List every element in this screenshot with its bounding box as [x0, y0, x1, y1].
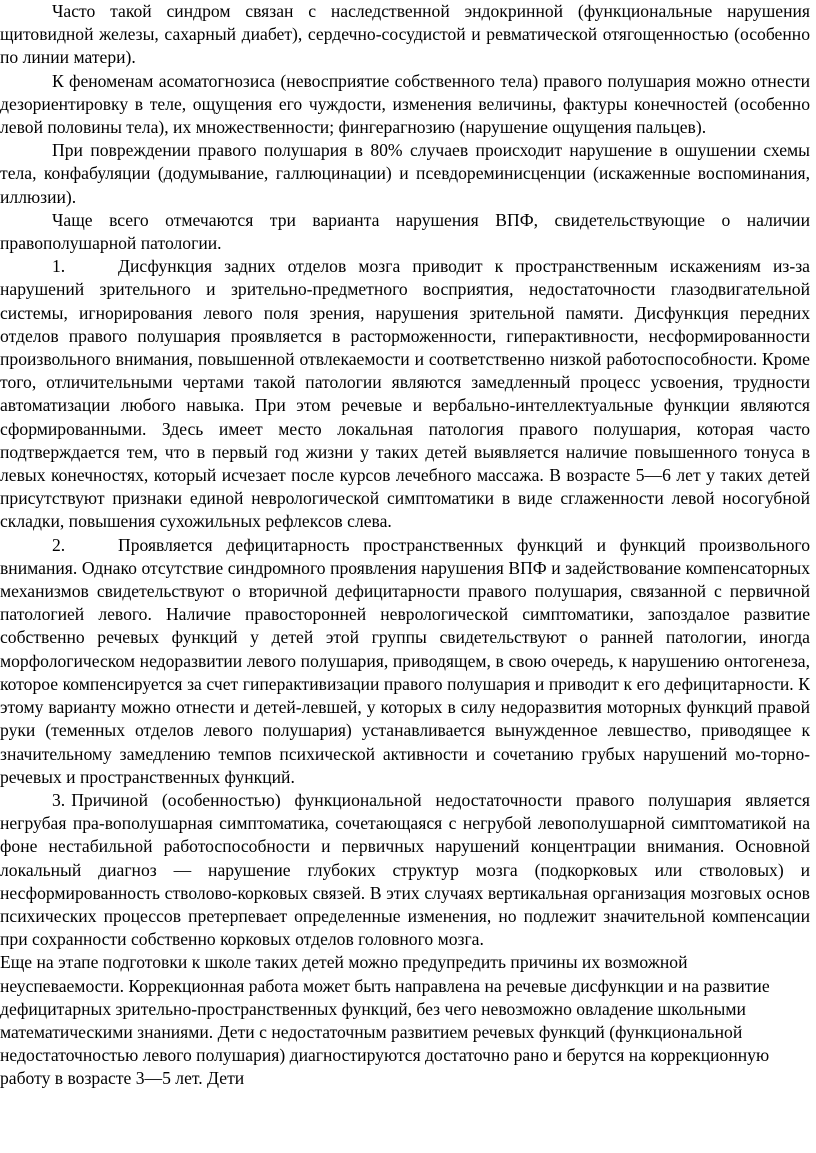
list-item-1	[0, 255, 810, 533]
list-number: 3.	[52, 789, 66, 810]
paragraph-2: К феноменам асоматогнозиса (невосприятие собственного тела) правого полушария можно отнести дезориентировку в теле, ощущения его чуждости, изменения величины, фактуры конечностей (особенно левой половины тела), их множественности; фингерагнозию (нарушение ощущения пальцев).	[0, 70, 810, 138]
list-item-text: Дисфункция задних отделов мозга приводит к пространственным искажениям из-за нарушений зрительного и зрительно-предметного восприятия, недостаточности глазодвигательной системы, игнорирования левого поля зрения, нарушения зрительной памяти. Дисфункция передних отделов правого полушария проявляется в расторможенности, гиперактивности, несформированности произвольного внимания, повышенной отвлекаемости и соответственно низкой работоспособности. Кроме того, отличительными чертами такой патологии являются замедленный процесс усвоения, трудности автоматизации любого навыка. При этом речевые и вербально-интеллектуальные функции являются сформированными. Здесь имеет место локальная патология правого полушария, которая часто подтверждается тем, что в первый год жизни у таких детей выявляется наличие повышенного тонуса в левых конечностях, который исчезает после курсов лечебного массажа. В возрасте 5—6 лет у таких детей присутствуют признаки единой неврологической симптоматики в виде сглаженности левой носогубной складки, повышения сухожильных рефлексов слева.	[0, 256, 810, 532]
paragraph-final: Еще на этапе подготовки к школе таких детей можно предупредить причины их возможной неуспеваемости. Коррекционная работа может быть направлена на речевые дисфункции и на развитие дефицитарных зрительно-пространственных функций, без чего невозможно овладение школьными математическими знаниями. Дети с недостаточным развитием речевых функций (функциональной недостаточностью левого полушария) диагностируются достаточно рано и берутся на коррекционную работу в возрасте 3—5 лет. Дети	[0, 952, 770, 1089]
list-item-text: Причиной (особенностью) функциональной недостаточности правого полушария является негрубая пра-вополушарная симптоматика, сочетающаяся с негрубой левополушарной симптоматикой на фоне нестабильной работоспособности и первичных нарушений концентрации внимания. Основной локальный диагноз — нарушение глубоких структур мозга (подкорковых или стволовых) и несформированность стволово-корковых связей. В этих случаях вертикальная организация мозговых основ психических процессов претерпевает определенные изменения, но подлежит значительной компенсации при сохранности собственно корковых отделов головного мозга.	[0, 789, 810, 950]
list-item-2	[0, 534, 810, 789]
list-item-text: Проявляется дефицитарность пространственных функций и функций произвольного внимания. Однако отсутствие синдромного проявления нарушения ВПФ и задействование компенсаторных механизмов свидетельствуют о вторичной дефицитарности правого полушария, связанной с первичной патологией левого. Наличие правосторонней неврологической симптоматики, запоздалое развитие собственно речевых функций у детей этой группы свидетельствуют о ранней патологии, иногда морфологическом недоразвитии левого полушария, приводящем, в свою очередь, к нарушению онтогенеза, которое компенсируется за счет гиперактивизации правого полушария и приводит к его дефицитарности. К этому варианту можно отнести и детей-левшей, у которых в силу недоразвития моторных функций правой руки (теменных отделов левого полушария) устанавливается вынужденное левшество, приводящее к значительному замедлению темпов психической активности и сочетанию грубых нарушений мо-торно-речевых и пространственных функций.	[0, 534, 810, 787]
list-item-3	[0, 789, 810, 951]
paragraph-4: Чаще всего отмечаются три варианта нарушения ВПФ, свидетельствующие о наличии правополушарной патологии.	[0, 209, 810, 254]
list-number: 2.	[52, 534, 66, 555]
paragraph-3: При повреждении правого полушария в 80% случаев происходит нарушение в ошушении схемы тела, конфабуляции (додумывание, галлюцинации) и псевдореминисценции (искаженные воспоминания, иллюзии).	[0, 140, 810, 207]
list-number: 1.	[52, 256, 66, 277]
paragraph-1: Часто такой синдром связан с наследственной эндокринной (функциональные нарушения щитовидной железы, сахарный диабет), сердечно-сосудистой и ревматической отягощенностью (особенно по линии матери).	[0, 1, 810, 68]
